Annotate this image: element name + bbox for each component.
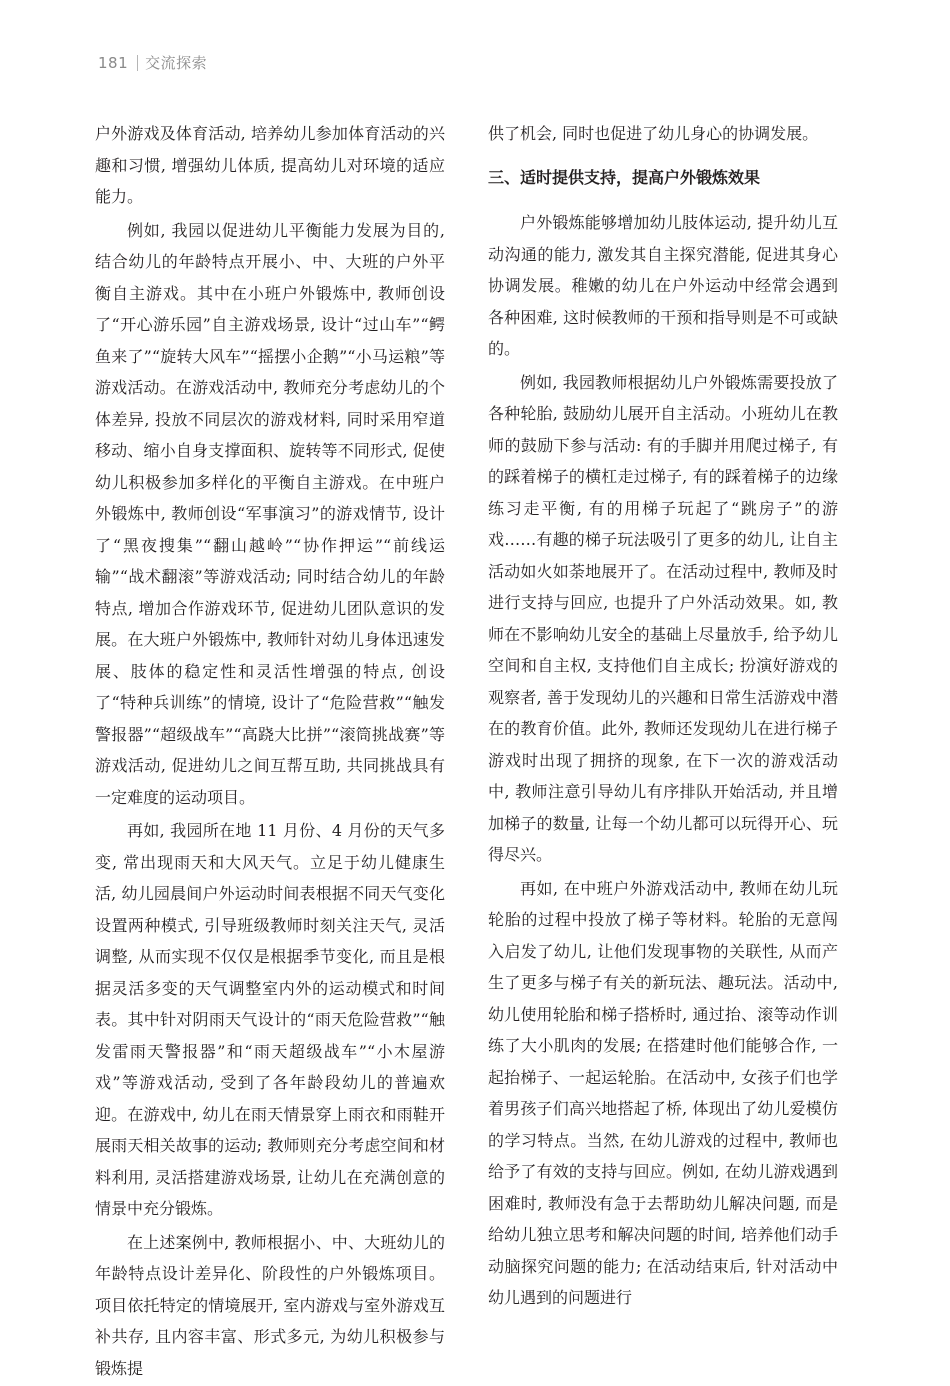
page-number: 181 bbox=[98, 53, 129, 72]
section-heading: 三、适时提供支持，提高户外锻炼效果 bbox=[488, 167, 761, 187]
left-column bbox=[95, 118, 445, 1386]
paragraph: 户外锻炼能够增加幼儿肢体运动, 提升幼儿互动沟通的能力, 激发其自主探究潜能, 促进其身心协调发展。稚嫩的幼儿在户外运动中经常会遇到各种困难, 这时候教师的干预和指导则是不可或缺的。 bbox=[488, 213, 838, 358]
paragraph: 再如, 我园所在地 11 月份、4 月份的天气多变, 常出现雨天和大风天气。立足于幼儿健康生活, 幼儿园晨间户外运动时间表根据不同天气变化设置两种模式, 引导班级教师时刻关注天气, 灵活调整, 从而实现不仅仅是根据季节变化, 而且是根据灵活多变的天气调整室内外的运动模式和时间表。其中针对阴雨天气设计的“雨天危险营救”“触发雷雨天警报器”和“雨天超级战车”“小木屋游戏”等游戏活动, 受到了各年龄段幼儿的普遍欢迎。在游戏中, 幼儿在雨天情景穿上雨衣和雨鞋开展雨天相关故事的运动; 教师则充分考虑空间和材料利用, 灵活搭建游戏场景, 让幼儿在充满创意的情景中充分锻炼。 bbox=[95, 821, 445, 1218]
paragraph: 户外游戏及体育活动, 培养幼儿参加体育活动的兴趣和习惯, 增强幼儿体质, 提高幼儿对环境的适应能力。 bbox=[95, 124, 445, 206]
paragraph: 再如, 在中班户外游戏活动中, 教师在幼儿玩轮胎的过程中投放了梯子等材料。轮胎的无意闯入启发了幼儿, 让他们发现事物的关联性, 从而产生了更多与梯子有关的新玩法、趣玩法。活动中, 幼儿使用轮胎和梯子搭桥时, 通过抬、滚等动作训练了大小肌肉的发展; 在搭建时他们能够合作, 一起抬梯子、一起运轮胎。在活动中, 女孩子们也学着男孩子们高兴地搭起了桥, 体现出了幼儿爱模仿的学习特点。当然, 在幼儿游戏的过程中, 教师也给予了有效的支持与回应。例如, 在幼儿游戏遇到困难时, 教师没有急于去帮助幼儿解决问题, 而是给幼儿独立思考和解决问题的时间, 培养他们动手动脑探究问题的能力; 在活动结束后, 针对活动中幼儿遇到的问题进行 bbox=[488, 878, 838, 1307]
paragraph: 例如, 我园以促进幼儿平衡能力发展为目的, 结合幼儿的年龄特点开展小、中、大班的户外平衡自主游戏。其中在小班户外锻炼中, 教师创设了“开心游乐园”自主游戏场景, 设计“过山车”“鳄鱼来了”“旋转大风车”“摇摆小企鹅”“小马运粮”等游戏活动。在游戏活动中, 教师充分考虑幼儿的个体差异, 投放不同层次的游戏材料, 同时采用窄道移动、缩小自身支撑面积、旋转等不同形式, 促使幼儿积极参加多样化的平衡自主游戏。在中班户外锻炼中, 教师创设“军事演习”的游戏情节, 设计了“黑夜搜集”“翻山越岭”“协作押运”“前线运输”“战术翻滚”等游戏活动; 同时结合幼儿的年龄特点, 增加合作游戏环节, 促进幼儿团队意识的发展。在大班户外锻炼中, 教师针对幼儿身体迅速发展、肢体的稳定性和灵活性增强的特点, 创设了“特种兵训练”的情境, 设计了“危险营救”“触发警报器”“超级战车”“高跷大比拼”“滚筒挑战赛”等游戏活动, 促进幼儿之间互帮互助, 共同挑战具有一定难度的运动项目。 bbox=[95, 220, 445, 807]
paragraph: 供了机会, 同时也促进了幼儿身心的协调发展。 bbox=[488, 124, 819, 143]
paragraph: 在上述案例中, 教师根据小、中、大班幼儿的年龄特点设计差异化、阶段性的户外锻炼项目。项目依托特定的情境展开, 室内游戏与室外游戏互补共存, 且内容丰富、形式多元, 为幼儿积极参与锻炼提 bbox=[95, 1232, 445, 1378]
header-divider bbox=[137, 55, 138, 71]
running-header bbox=[98, 52, 207, 73]
section-title: 交流探索 bbox=[145, 54, 208, 72]
right-column bbox=[488, 118, 838, 1316]
paragraph: 例如, 我园教师根据幼儿户外锻炼需要投放了各种轮胎, 鼓励幼儿展开自主活动。小班幼儿在教师的鼓励下参与活动: 有的手脚并用爬过梯子, 有的踩着梯子的横杠走过梯子, 有的踩着梯子的边缘练习走平衡, 有的用梯子玩起了“跳房子”的游戏……有趣的梯子玩法吸引了更多的幼儿, 让自主活动如火如荼地展开了。在活动过程中, 教师及时进行支持与回应, 也提升了户外活动效果。如, 教师在不影响幼儿安全的基础上尽量放手, 给予幼儿空间和自主权, 支持他们自主成长; 扮演好游戏的观察者, 善于发现幼儿的兴趣和日常生活游戏中潜在的教育价值。此外, 教师还发现幼儿在进行梯子游戏时出现了拥挤的现象, 在下一次的游戏活动中, 教师注意引导幼儿有序排队开始活动, 并且增加梯子的数量, 让每一个幼儿都可以玩得开心、玩得尽兴。 bbox=[488, 372, 838, 864]
